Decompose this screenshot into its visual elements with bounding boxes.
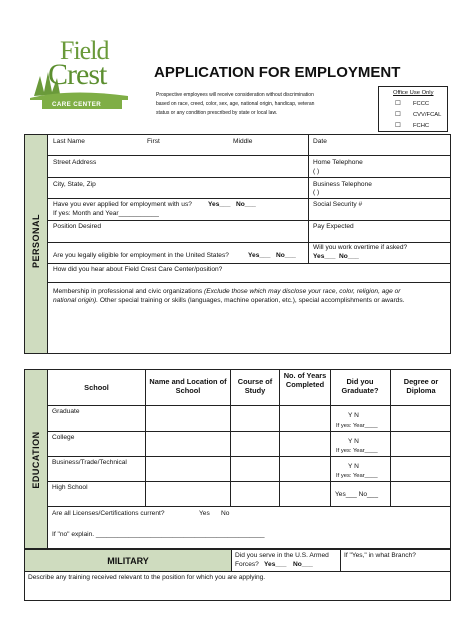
edu-row-college-yn: Y N [348,438,359,445]
edu-header-degree: Degree or Diploma [403,377,439,395]
military-served-question: Did you serve in the U.S. Armed [235,552,329,559]
edu-row-business-year: If yes: Year____ [336,473,378,479]
edu-header-graduate: Did you Graduate? [341,377,379,395]
logo-crest: Crest [48,58,107,91]
street-address-label: Street Address [53,159,97,166]
edu-row-high-school: High School [52,484,88,491]
intro-line-3: status or any condition prescribed by state or local law. [156,110,278,116]
last-name-label: Last Name [53,138,85,145]
personal-label: PERSONAL [31,214,41,269]
edu-row-graduate-yn: Y N [348,412,359,419]
date-label: Date [313,138,327,145]
home-telephone-area: ( ) [313,168,320,175]
membership-text-c: national origin). [53,297,99,304]
office-checkbox-1[interactable]: ☐ [395,100,401,107]
licenses-no: No [221,510,230,517]
military-forces-label: Forces? [235,561,259,568]
field-crest-logo [30,38,128,110]
military-training-question: Describe any training received relevant to the position for which you are applying. [28,574,266,581]
applied-before-no: No___ [236,201,256,208]
eligible-no: No___ [276,252,296,259]
edu-row-college-year: If yes: Year____ [336,448,378,454]
office-item-cvv: CVV/FCAL [413,112,442,118]
office-item-fccc: FCCC [413,101,430,107]
eligible-yes: Yes___ [248,252,271,259]
licenses-explain: If "no" explain. ______________________________________________ [52,531,265,538]
business-telephone-label: Business Telephone [313,181,372,188]
military-label: MILITARY [107,556,149,566]
overtime-yes: Yes___ [313,253,336,260]
how-heard-question: How did you hear about Field Crest Care Center/position? [53,266,223,273]
logo-field: Field [60,36,109,65]
intro-line-2: based on race, creed, color, sex, age, national origin, handicap, veteran [156,101,315,107]
page-title: APPLICATION FOR EMPLOYMENT [154,64,401,81]
office-use-box [378,86,448,132]
ssn-label: Social Security # [313,201,363,208]
first-name-label: First [147,138,160,145]
membership-text-a: Membership in professional and civic organizations [53,288,204,295]
edu-header-name-location: Name and Location of School [149,377,227,395]
edu-row-business-yn: Y N [348,463,359,470]
edu-row-business: Business/Trade/Technical [52,459,127,466]
office-checkbox-2[interactable]: ☐ [395,111,401,118]
home-telephone-label: Home Telephone [313,159,363,166]
office-item-fchc: FCHC [413,123,430,129]
licenses-question: Are all Licenses/Certifications current? [52,510,165,517]
edu-row-high-school-yn: Yes___ No___ [335,491,379,498]
logo-care-center: CARE CENTER [52,101,102,108]
business-telephone-area: ( ) [313,189,320,196]
office-checkbox-3[interactable]: ☐ [395,122,401,129]
overtime-question: Will you work overtime if asked? [313,244,408,251]
edu-row-graduate: Graduate [52,408,80,415]
eligible-question: Are you legally eligible for employment in the United States? [53,252,229,259]
edu-header-years: No. of Years Completed [283,371,327,389]
edu-row-college: College [52,434,75,441]
applied-month-year: If yes: Month and Year___________ [53,210,159,217]
military-yes: Yes___ [264,561,287,568]
membership-note [53,287,445,305]
position-desired-label: Position Desired [53,223,102,230]
education-label: EDUCATION [31,431,41,489]
edu-row-graduate-year: If yes: Year____ [336,423,378,429]
edu-header-school: School [84,383,109,392]
licenses-yes: Yes [199,510,210,517]
overtime-no: No___ [339,253,359,260]
pay-expected-label: Pay Expected [313,223,354,230]
membership-text-b: (Exclude those which may disclose your race, color, religion, age or [204,288,401,295]
applied-before-yes: Yes___ [208,201,231,208]
applied-before-question: Have you ever applied for employment with us? [53,201,192,208]
middle-name-label: Middle [233,138,253,145]
membership-text-d: Other special training or skills (languages, machine operation, etc.), special accomplishments or awards. [98,297,405,304]
military-branch-question: If "Yes," in what Branch? [344,552,416,559]
military-no: No___ [293,561,313,568]
intro-line-1: Prospective employees will receive consideration without discrimination [156,92,314,98]
office-use-title: Office Use Only [393,90,434,96]
edu-header-course: Course of Study [237,377,273,395]
city-state-zip-label: City, State, Zip [53,181,96,188]
